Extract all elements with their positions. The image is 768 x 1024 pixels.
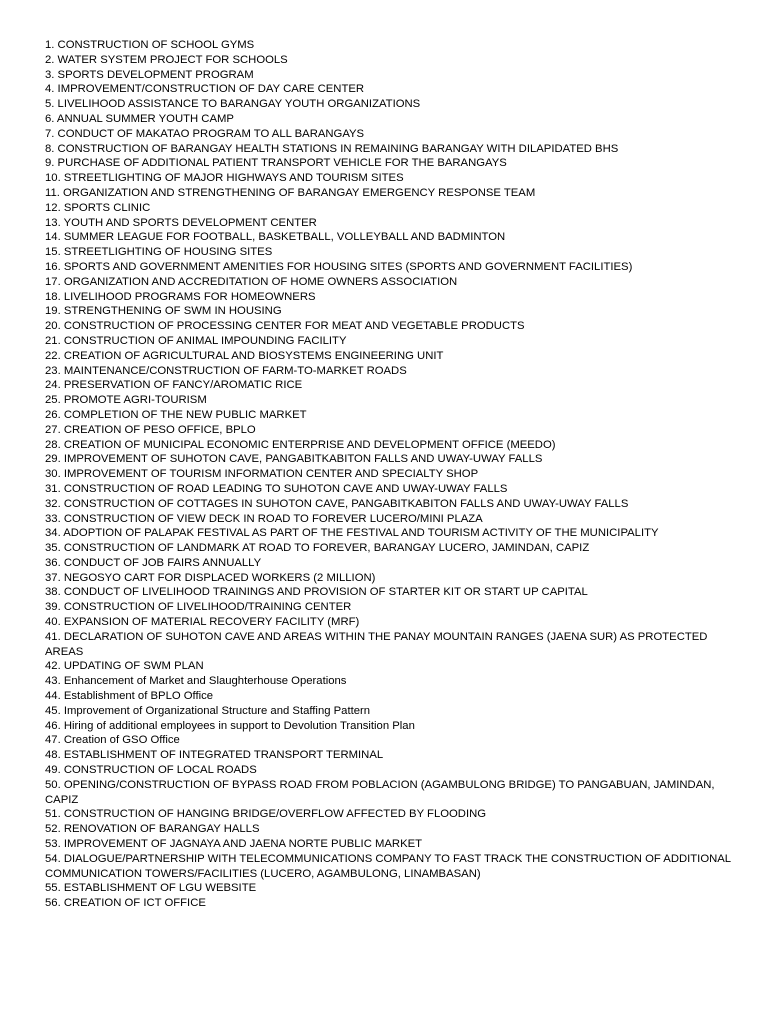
list-item: 41. DECLARATION OF SUHOTON CAVE AND AREAS WITHIN THE PANAY MOUNTAIN RANGES (JAENA SUR) AS PROTECTED AREAS xyxy=(45,630,708,658)
list-item: 10. STREETLIGHTING OF MAJOR HIGHWAYS AND TOURISM SITES xyxy=(45,172,404,185)
list-item: 13. YOUTH AND SPORTS DEVELOPMENT CENTER xyxy=(45,216,317,229)
list-item: 9. PURCHASE OF ADDITIONAL PATIENT TRANSPORT VEHICLE FOR THE BARANGAYS xyxy=(45,157,507,170)
list-item: 42. UPDATING OF SWM PLAN xyxy=(45,660,204,673)
list-item: 21. CONSTRUCTION OF ANIMAL IMPOUNDING FACILITY xyxy=(45,334,347,347)
list-item: 7. CONDUCT OF MAKATAO PROGRAM TO ALL BARANGAYS xyxy=(45,127,365,140)
list-item: 29. IMPROVEMENT OF SUHOTON CAVE, PANGABITKABITON FALLS AND UWAY-UWAY FALLS xyxy=(45,453,543,466)
list-item: 26. COMPLETION OF THE NEW PUBLIC MARKET xyxy=(45,408,307,421)
list-item: 16. SPORTS AND GOVERNMENT AMENITIES FOR HOUSING SITES (SPORTS AND GOVERNMENT FACILITIES) xyxy=(45,260,633,273)
list-item: 44. Establishment of BPLO Office xyxy=(45,690,214,703)
list-item: 1. CONSTRUCTION OF SCHOOL GYMS xyxy=(45,39,255,51)
list-item: 20. CONSTRUCTION OF PROCESSING CENTER FOR MEAT AND VEGETABLE PRODUCTS xyxy=(45,320,525,333)
list-item: 46. Hiring of additional employees in support to Devolution Transition Plan xyxy=(45,719,415,732)
list-item: 27. CREATION OF PESO OFFICE, BPLO xyxy=(45,423,256,436)
list-item: 36. CONDUCT OF JOB FAIRS ANNUALLY xyxy=(45,556,262,569)
list-item: 19. STRENGTHENING OF SWM IN HOUSING xyxy=(45,305,282,318)
list-item: 30. IMPROVEMENT OF TOURISM INFORMATION CENTER AND SPECIALTY SHOP xyxy=(45,468,479,481)
list-item: 34. ADOPTION OF PALAPAK FESTIVAL AS PART OF THE FESTIVAL AND TOURISM ACTIVITY OF THE MUNICIPALITY xyxy=(45,527,659,540)
list-item: 35. CONSTRUCTION OF LANDMARK AT ROAD TO FOREVER, BARANGAY LUCERO, JAMINDAN, CAPIZ xyxy=(45,542,590,555)
list-item: 32. CONSTRUCTION OF COTTAGES IN SUHOTON CAVE, PANGABITKABITON FALLS AND UWAY-UWAY FALLS xyxy=(45,497,629,510)
list-item: 25. PROMOTE AGRI-TOURISM xyxy=(45,394,207,407)
list-item: 54. DIALOGUE/PARTNERSHIP WITH TELECOMMUNICATIONS COMPANY TO FAST TRACK THE CONSTRUCTION OF ADDITIONAL COMMUNICATION TOWERS/FACILITIES (LUCERO, AGAMBULONG, LINAMBASAN) xyxy=(45,852,731,880)
list-item: 14. SUMMER LEAGUE FOR FOOTBALL, BASKETBALL, VOLLEYBALL AND BADMINTON xyxy=(45,231,506,244)
list-item: 2. WATER SYSTEM PROJECT FOR SCHOOLS xyxy=(45,53,288,66)
list-item: 49. CONSTRUCTION OF LOCAL ROADS xyxy=(45,764,257,777)
list-item: 53. IMPROVEMENT OF JAGNAYA AND JAENA NORTE PUBLIC MARKET xyxy=(45,838,423,851)
project-list xyxy=(45,38,735,911)
list-item: 12. SPORTS CLINIC xyxy=(45,201,151,214)
list-item: 38. CONDUCT OF LIVELIHOOD TRAININGS AND PROVISION OF STARTER KIT OR START UP CAPITAL xyxy=(45,586,588,599)
list-item: 52. RENOVATION OF BARANGAY HALLS xyxy=(45,823,260,836)
list-item: 43. Enhancement of Market and Slaughterhouse Operations xyxy=(45,675,347,688)
list-item: 55. ESTABLISHMENT OF LGU WEBSITE xyxy=(45,882,257,895)
list-item: 22. CREATION OF AGRICULTURAL AND BIOSYSTEMS ENGINEERING UNIT xyxy=(45,349,444,362)
list-item: 3. SPORTS DEVELOPMENT PROGRAM xyxy=(45,68,254,81)
list-item: 45. Improvement of Organizational Structure and Staffing Pattern xyxy=(45,704,371,717)
list-item: 5. LIVELIHOOD ASSISTANCE TO BARANGAY YOUTH ORGANIZATIONS xyxy=(45,98,421,111)
list-item: 31. CONSTRUCTION OF ROAD LEADING TO SUHOTON CAVE AND UWAY-UWAY FALLS xyxy=(45,482,508,495)
list-item: 8. CONSTRUCTION OF BARANGAY HEALTH STATIONS IN REMAINING BARANGAY WITH DILAPIDATED BHS xyxy=(45,142,619,155)
list-item: 48. ESTABLISHMENT OF INTEGRATED TRANSPORT TERMINAL xyxy=(45,749,384,762)
list-item: 40. EXPANSION OF MATERIAL RECOVERY FACILITY (MRF) xyxy=(45,616,360,629)
list-item: 51. CONSTRUCTION OF HANGING BRIDGE/OVERFLOW AFFECTED BY FLOODING xyxy=(45,808,487,821)
list-item: 23. MAINTENANCE/CONSTRUCTION OF FARM-TO-MARKET ROADS xyxy=(45,364,407,377)
list-item: 56. CREATION OF ICT OFFICE xyxy=(45,897,206,910)
list-item: 50. OPENING/CONSTRUCTION OF BYPASS ROAD FROM POBLACION (AGAMBULONG BRIDGE) TO PANGABUAN, JAMINDAN, CAPIZ xyxy=(45,778,715,806)
list-item: 33. CONSTRUCTION OF VIEW DECK IN ROAD TO FOREVER LUCERO/MINI PLAZA xyxy=(45,512,483,525)
list-item: 4. IMPROVEMENT/CONSTRUCTION OF DAY CARE CENTER xyxy=(45,83,365,96)
document-page xyxy=(45,38,735,911)
list-item: 11. ORGANIZATION AND STRENGTHENING OF BARANGAY EMERGENCY RESPONSE TEAM xyxy=(45,186,536,199)
list-item: 24. PRESERVATION OF FANCY/AROMATIC RICE xyxy=(45,379,303,392)
list-item: 6. ANNUAL SUMMER YOUTH CAMP xyxy=(45,112,234,125)
list-item: 28. CREATION OF MUNICIPAL ECONOMIC ENTERPRISE AND DEVELOPMENT OFFICE (MEEDO) xyxy=(45,438,556,451)
list-item: 47. Creation of GSO Office xyxy=(45,734,180,747)
list-item: 17. ORGANIZATION AND ACCREDITATION OF HOME OWNERS ASSOCIATION xyxy=(45,275,458,288)
list-item: 37. NEGOSYO CART FOR DISPLACED WORKERS (2 MILLION) xyxy=(45,571,376,584)
list-item: 15. STREETLIGHTING OF HOUSING SITES xyxy=(45,246,273,259)
list-item: 18. LIVELIHOOD PROGRAMS FOR HOMEOWNERS xyxy=(45,290,316,303)
list-item: 39. CONSTRUCTION OF LIVELIHOOD/TRAINING CENTER xyxy=(45,601,352,614)
